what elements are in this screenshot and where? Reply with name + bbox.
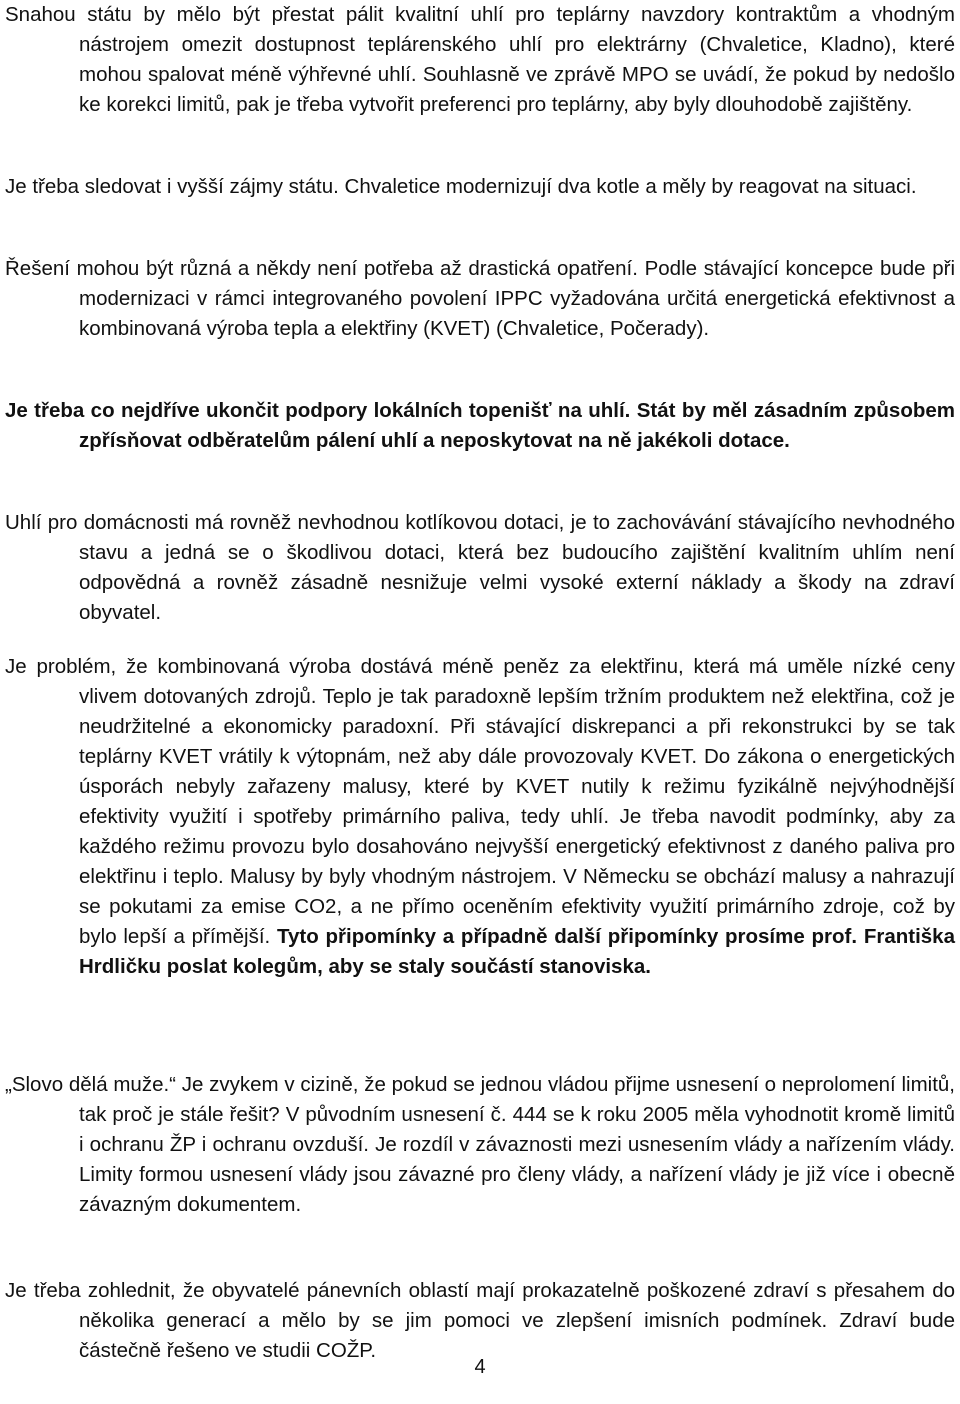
- paragraph-state-interests: [5, 172, 955, 202]
- paragraph-text-bold: Tyto připomínky a případně další připomínky prosíme prof. Františka Hrdličku poslat kolegům, aby se staly součástí stanoviska.: [79, 925, 955, 978]
- paragraph-household-coal-subsidy: [5, 508, 955, 628]
- paragraph-text: „Slovo dělá muže.“ Je zvykem v cizině, že pokud se jednou vládou přijme usnesení o neprolomení limitů, tak proč je stále řešit? V původním usnesení č. 444 se k roku 2005 měla vyhodnotit kromě limitů i ochranu ŽP i ochranu ovzduší. Je rozdíl v závaznosti mezi usnesením vlády a nařízením vlády. Limity formou usnesení vlády jsou závazné pro členy vlády, a nařízení vlády je již více i obecně závazným dokumentem.: [5, 1073, 955, 1216]
- paragraph-end-local-heating-support: [5, 396, 955, 456]
- paragraph-text: Řešení mohou být různá a někdy není potřeba až drastická opatření. Podle stávající koncepce bude při modernizaci v rámci integrovaného povolení IPPC vyžadována určitá energetická efektivnost a kombinovaná výroba tepla a elektřiny (KVET) (Chvaletice, Počerady).: [5, 257, 955, 340]
- paragraph-combined-heat-power: [5, 652, 955, 982]
- paragraph-text: Je třeba zohlednit, že obyvatelé pánevních oblastí mají prokazatelně poškozené zdraví s přesahem do několika generací a mělo by se jim pomoci ve zlepšení imisních podmínek. Zdraví bude částečně řešeno ve studii COŽP.: [5, 1279, 955, 1362]
- paragraph-text-bold: Je třeba co nejdříve ukončit podpory lokálních topenišť na uhlí. Stát by měl zásadním způsobem zpřísňovat odběratelům pálení uhlí a neposkytovat na ně jakékoli dotace.: [5, 399, 955, 452]
- paragraph-solutions: [5, 254, 955, 344]
- paragraph-text: Je třeba sledovat i vyšší zájmy státu. Chvaletice modernizují dva kotle a měly by reagovat na situaci.: [5, 175, 917, 198]
- paragraph-text: Snahou státu by mělo být přestat pálit kvalitní uhlí pro teplárny navzdory kontraktům a vhodným nástrojem omezit dostupnost teplárenského uhlí pro elektrárny (Chvaletice, Kladno), které mohou spalovat méně výhřevné uhlí. Souhlasně ve zprávě MPO se uvádí, že pokud by nedošlo ke korekci limitů, pak je třeba vytvořit preferenci pro teplárny, aby byly dlouhodobě zajištěny.: [5, 3, 955, 116]
- page-number: 4: [474, 1356, 486, 1378]
- paragraph-coal-for-heating-plants: [5, 0, 955, 120]
- paragraph-text: Uhlí pro domácnosti má rovněž nevhodnou kotlíkovou dotaci, je to zachovávání stávajícího nevhodného stavu a jedná se o škodlivou dotaci, která bez budoucího zajištění kvalitním uhlím není odpovědná a rovněž zásadně nesnižuje velmi vysoké externí náklady a škody na zdraví obyvatel.: [5, 511, 955, 624]
- paragraph-government-resolution: [5, 1070, 955, 1220]
- paragraph-residents-health: [5, 1276, 955, 1366]
- paragraph-text: Je problém, že kombinovaná výroba dostává méně peněz za elektřinu, která má uměle nízké ceny vlivem dotovaných zdrojů. Teplo je tak paradoxně lepším tržním produktem než elektřina, což je neudržitelné a ekonomicky paradoxní. Při stávající diskrepanci a při rekonstrukci by se tak teplárny KVET vrátily k výtopnám, než aby dále provozovaly KVET. Do zákona o energetických úsporách nebyly zařazeny malusy, které by KVET nutily k režimu fyzikálně nejvýhodnější efektivity využití i spotřeby primárního paliva, tedy uhlí. Je třeba navodit podmínky, aby za každého režimu provozu bylo dosahováno nejvyšší energetický efektivnost z daného paliva pro elektřinu i teplo. Malusy by byly vhodným nástrojem. V Německu se obchází malusy a nahrazují se pokutami za emise CO2, a ne přímo oceněním efektivity využití primárního zdroje, což by bylo lepší a přímější.: [5, 655, 955, 948]
